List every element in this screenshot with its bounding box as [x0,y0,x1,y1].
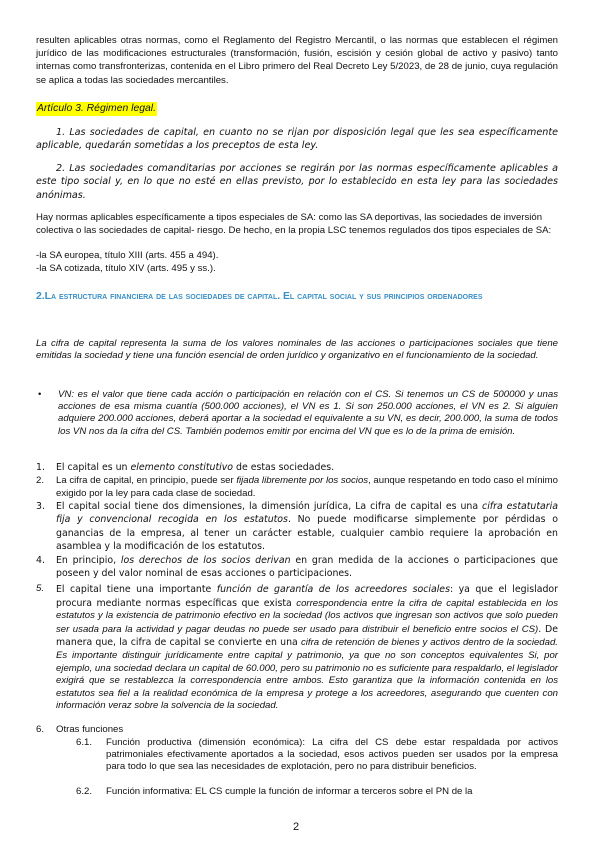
article-heading: Artículo 3. Régimen legal. [37,103,156,114]
section-title-part1: La estructura financiera de las sociedades de capital. [44,291,281,302]
list-item-4: 4. En principio, los derechos de los socios derivan en gran medida de la acciones o participaciones que poseen y del valor nominal de esas acciones o participaciones. [36,555,558,580]
list-item-5: 5. El capital tiene una importante función de garantía de los acreedores sociales: ya que el legislador procura mediante normas específicas que exista correspondencia entre la cifra de capital establecida en los estatutos y la existencia de patrimonio efectivo en la sociedad (los activos que ingresan son activos que solo pueden ser usada para la actividad y pagar deudas no puede ser usado para distribuir el beneficio entre socios el CS). De manera que, la cifra de capital se convierte en una cifra de retención de bienes y activos dentro de la sociedad. Es importante distinguir jurídicamente entre capital y patrimonio, ya que no son conceptos equivalentes Si, por ejemplo, una sociedad declara un capital de 60.000, pero su patrimonio no es suficiente para respaldarlo, el legislador exigirá que se restablezca la correspondencia entre ambos. Esto garantiza que la información contenida en los estatutos sea fiel a la realidad económica de la empresa y protege a los acreedores, asegurando que cuenten con información veraz sobre la solvencia de la sociedad. [36,583,559,712]
list-item-2: 2. La cifra de capital, en principio, puede ser fijada libremente por los socios, aunque respetando en todo caso el mínimo exigido por la ley para cada clase de sociedad. [36,475,558,499]
sub-item-6-2: 6.2. Función informativa: EL CS cumple la función de informar a terceros sobre el PN de la [76,786,473,797]
section-title-part2: El capital social y sus principios ordenadores [283,291,483,302]
sa-europea-line: -la SA europea, título XIII (arts. 455 a 494). [36,250,219,261]
intro-paragraph: resulten aplicables otras normas, como el Reglamento del Registro Mercantil, o las normas que establecen el régimen jurídico de las modificaciones estructurales (transformación, fusión, escisión y cesión global de activo y pasivo) tanto internas como transfronterizas, contenida en el Libro primero del Real Decreto Ley 5/2023, de 28 de junio, cuya regulación se aplica a todas las sociedades mercantiles. [36,35,558,86]
list-item-3: 3. El capital social tiene dos dimensiones, la dimensión jurídica, La cifra de capital es una cifra estatutaria fija y convencional recogida en los estatutos. No puede modificarse simplemente por pérdidas o ganancias de la empresa, al tener un carácter estable, cualquier cambio requiere la aprobación en asamblea y la modificación de los estatutos. [36,501,558,553]
sa-cotizada-line: -la SA cotizada, título XIV (arts. 495 y ss.). [36,263,216,274]
page-number: 2 [293,821,300,833]
sub-item-6-1: 6.1. Función productiva (dimensión económica): La cifra del CS debe estar respaldada por activos patrimoniales efectivamente aportados a la sociedad, esos activos pueden ser usados por la empresa para todo lo que sea las necesidades de explotación, pero no para distribuir beneficios. [76,737,558,773]
article-paragraph-1: 1. Las sociedades de capital, en cuanto no se rijan por disposición legal que les sea específicamente aplicable, quedarán sometidas a los preceptos de esta ley. [36,127,558,152]
special-types-paragraph: Hay normas aplicables específicamente a tipos especiales de SA: como las SA deportivas, las sociedades de inversión colectiva o las sociedades de capital- riesgo. De hecho, en la propia LSC tenemos regulados dos tipos especiales de SA: [36,212,552,236]
capital-definition: La cifra de capital representa la suma de los valores nominales de las acciones o participaciones sociales que tiene emitidas la sociedad y tiene una función esencial de orden jurídico y organizativo en el funcionamiento de la sociedad. [36,338,558,362]
list-item-6: 6. Otras funciones [36,724,124,735]
article-paragraph-2: 2. Las sociedades comanditarias por acciones se regirán por las normas específicamente aplicables a este tipo social y, en lo que no esté en ellas previsto, por lo establecido en esta ley para las sociedades anónimas. [36,163,558,201]
bullet-mark: • [38,389,42,400]
vn-bullet-text: VN: es el valor que tiene cada acción o participación en relación con el CS. Si tenemos un CS de 500000 y unas acciones de esa misma cuantía (500.000 acciones), el VN es 1. Si son 250.000 acciones, el VN es 2. Si alguien adquiere 200.000 acciones, deberá aportar a la sociedad el equivalente a su VN, es decir, 200.000, la suma de todos los VN nos da la cifra del CS. También podemos emitir por encima del VN que es lo de la prima de emisión. [58,389,558,437]
list-item-1: 1. El capital es un elemento constitutivo de estas sociedades. [36,462,335,473]
section-heading [36,289,566,305]
section-number: 2. [36,291,45,302]
vn-bullet [36,389,558,438]
